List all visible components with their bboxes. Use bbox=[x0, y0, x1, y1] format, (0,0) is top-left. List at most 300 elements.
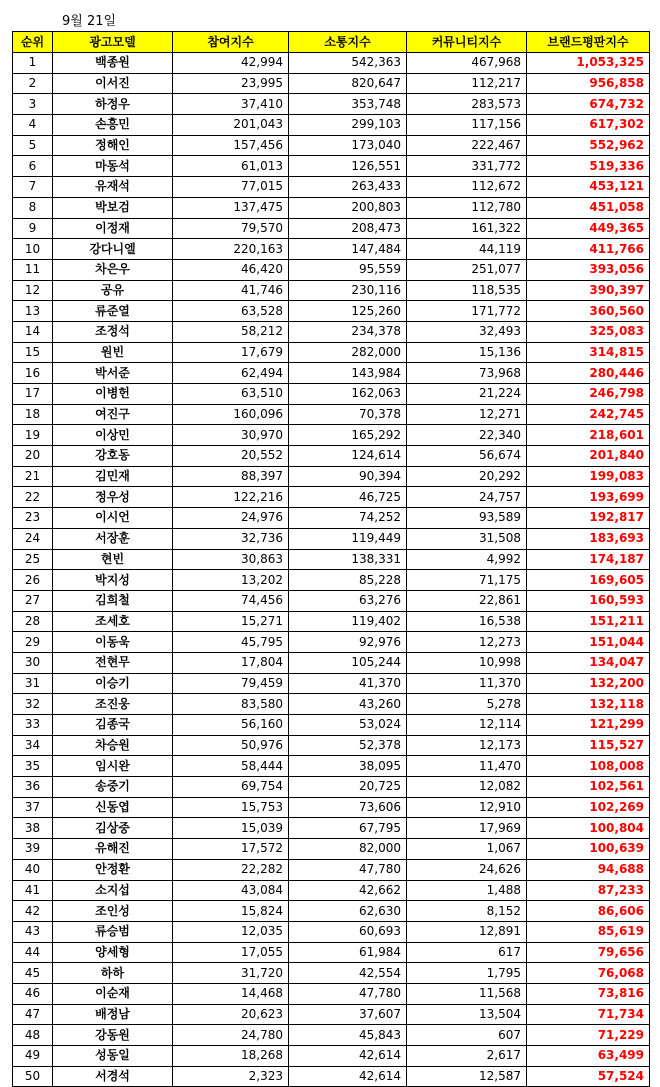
rank-cell: 48 bbox=[13, 1025, 53, 1046]
model-name-cell: 임시완 bbox=[53, 756, 173, 777]
participation-cell: 58,212 bbox=[173, 321, 289, 342]
rank-cell: 4 bbox=[13, 115, 53, 136]
model-name-cell: 이정재 bbox=[53, 218, 173, 239]
community-cell: 32,493 bbox=[407, 321, 527, 342]
table-row bbox=[13, 694, 650, 715]
table-row bbox=[13, 446, 650, 467]
rank-cell: 50 bbox=[13, 1066, 53, 1087]
community-cell: 24,626 bbox=[407, 859, 527, 880]
brand-index-cell: 108,008 bbox=[527, 756, 650, 777]
participation-cell: 17,679 bbox=[173, 342, 289, 363]
model-name-cell: 이시언 bbox=[53, 508, 173, 529]
model-name-cell: 김희철 bbox=[53, 590, 173, 611]
participation-cell: 15,824 bbox=[173, 901, 289, 922]
model-name-cell: 류승범 bbox=[53, 921, 173, 942]
model-name-cell: 여진구 bbox=[53, 404, 173, 425]
model-name-cell: 소지섭 bbox=[53, 880, 173, 901]
brand-index-cell: 76,068 bbox=[527, 963, 650, 984]
community-cell: 12,271 bbox=[407, 404, 527, 425]
participation-cell: 18,268 bbox=[173, 1046, 289, 1067]
community-cell: 20,292 bbox=[407, 466, 527, 487]
communication-cell: 52,378 bbox=[289, 735, 407, 756]
community-cell: 112,780 bbox=[407, 197, 527, 218]
participation-cell: 22,282 bbox=[173, 859, 289, 880]
rank-cell: 17 bbox=[13, 384, 53, 405]
rank-cell: 28 bbox=[13, 611, 53, 632]
communication-cell: 20,725 bbox=[289, 777, 407, 798]
participation-cell: 122,216 bbox=[173, 487, 289, 508]
model-name-cell: 현빈 bbox=[53, 549, 173, 570]
community-cell: 93,589 bbox=[407, 508, 527, 529]
rank-cell: 21 bbox=[13, 466, 53, 487]
brand-index-cell: 94,688 bbox=[527, 859, 650, 880]
community-cell: 11,568 bbox=[407, 983, 527, 1004]
community-cell: 12,587 bbox=[407, 1066, 527, 1087]
brand-index-cell: 85,619 bbox=[527, 921, 650, 942]
model-name-cell: 마동석 bbox=[53, 156, 173, 177]
rank-cell: 2 bbox=[13, 73, 53, 94]
community-cell: 31,508 bbox=[407, 528, 527, 549]
communication-cell: 70,378 bbox=[289, 404, 407, 425]
table-row bbox=[13, 590, 650, 611]
brand-index-cell: 552,962 bbox=[527, 135, 650, 156]
community-cell: 222,467 bbox=[407, 135, 527, 156]
header-row bbox=[13, 32, 650, 53]
table-row bbox=[13, 115, 650, 136]
header-model: 광고모델 bbox=[53, 32, 173, 53]
table-row bbox=[13, 177, 650, 198]
brand-index-cell: 102,561 bbox=[527, 777, 650, 798]
communication-cell: 38,095 bbox=[289, 756, 407, 777]
community-cell: 12,273 bbox=[407, 632, 527, 653]
communication-cell: 126,551 bbox=[289, 156, 407, 177]
model-name-cell: 차승원 bbox=[53, 735, 173, 756]
model-name-cell: 이상민 bbox=[53, 425, 173, 446]
participation-cell: 14,468 bbox=[173, 983, 289, 1004]
rank-cell: 14 bbox=[13, 321, 53, 342]
brand-index-cell: 218,601 bbox=[527, 425, 650, 446]
community-cell: 161,322 bbox=[407, 218, 527, 239]
brand-index-cell: 134,047 bbox=[527, 652, 650, 673]
brand-index-cell: 100,804 bbox=[527, 818, 650, 839]
brand-index-cell: 102,269 bbox=[527, 797, 650, 818]
model-name-cell: 이동욱 bbox=[53, 632, 173, 653]
table-row bbox=[13, 611, 650, 632]
communication-cell: 162,063 bbox=[289, 384, 407, 405]
community-cell: 467,968 bbox=[407, 53, 527, 74]
brand-index-cell: 360,560 bbox=[527, 301, 650, 322]
participation-cell: 50,976 bbox=[173, 735, 289, 756]
model-name-cell: 이순재 bbox=[53, 983, 173, 1004]
community-cell: 22,861 bbox=[407, 590, 527, 611]
brand-index-cell: 519,336 bbox=[527, 156, 650, 177]
table-row bbox=[13, 901, 650, 922]
communication-cell: 45,843 bbox=[289, 1025, 407, 1046]
rank-cell: 19 bbox=[13, 425, 53, 446]
brand-index-cell: 314,815 bbox=[527, 342, 650, 363]
table-body bbox=[13, 53, 650, 1087]
communication-cell: 46,725 bbox=[289, 487, 407, 508]
community-cell: 118,535 bbox=[407, 280, 527, 301]
community-cell: 1,067 bbox=[407, 839, 527, 860]
community-cell: 21,224 bbox=[407, 384, 527, 405]
communication-cell: 90,394 bbox=[289, 466, 407, 487]
brand-index-cell: 115,527 bbox=[527, 735, 650, 756]
communication-cell: 542,363 bbox=[289, 53, 407, 74]
community-cell: 331,772 bbox=[407, 156, 527, 177]
model-name-cell: 유해진 bbox=[53, 839, 173, 860]
community-cell: 10,998 bbox=[407, 652, 527, 673]
participation-cell: 30,863 bbox=[173, 549, 289, 570]
participation-cell: 42,994 bbox=[173, 53, 289, 74]
community-cell: 4,992 bbox=[407, 549, 527, 570]
model-name-cell: 서장훈 bbox=[53, 528, 173, 549]
community-cell: 617 bbox=[407, 942, 527, 963]
rank-cell: 45 bbox=[13, 963, 53, 984]
rank-cell: 42 bbox=[13, 901, 53, 922]
community-cell: 112,217 bbox=[407, 73, 527, 94]
communication-cell: 62,630 bbox=[289, 901, 407, 922]
community-cell: 22,340 bbox=[407, 425, 527, 446]
participation-cell: 17,572 bbox=[173, 839, 289, 860]
communication-cell: 95,559 bbox=[289, 259, 407, 280]
communication-cell: 208,473 bbox=[289, 218, 407, 239]
table-row bbox=[13, 549, 650, 570]
participation-cell: 23,995 bbox=[173, 73, 289, 94]
community-cell: 13,504 bbox=[407, 1004, 527, 1025]
communication-cell: 263,433 bbox=[289, 177, 407, 198]
communication-cell: 47,780 bbox=[289, 983, 407, 1004]
table-row bbox=[13, 797, 650, 818]
rank-cell: 49 bbox=[13, 1046, 53, 1067]
brand-index-cell: 73,816 bbox=[527, 983, 650, 1004]
rank-cell: 6 bbox=[13, 156, 53, 177]
table-row bbox=[13, 404, 650, 425]
participation-cell: 77,015 bbox=[173, 177, 289, 198]
community-cell: 1,795 bbox=[407, 963, 527, 984]
brand-index-cell: 87,233 bbox=[527, 880, 650, 901]
model-name-cell: 박지성 bbox=[53, 570, 173, 591]
communication-cell: 82,000 bbox=[289, 839, 407, 860]
communication-cell: 42,554 bbox=[289, 963, 407, 984]
brand-index-cell: 63,499 bbox=[527, 1046, 650, 1067]
rank-cell: 32 bbox=[13, 694, 53, 715]
participation-cell: 63,510 bbox=[173, 384, 289, 405]
communication-cell: 47,780 bbox=[289, 859, 407, 880]
table-row bbox=[13, 983, 650, 1004]
community-cell: 117,156 bbox=[407, 115, 527, 136]
participation-cell: 83,580 bbox=[173, 694, 289, 715]
rank-cell: 7 bbox=[13, 177, 53, 198]
participation-cell: 45,795 bbox=[173, 632, 289, 653]
model-name-cell: 정해인 bbox=[53, 135, 173, 156]
community-cell: 16,538 bbox=[407, 611, 527, 632]
participation-cell: 137,475 bbox=[173, 197, 289, 218]
brand-index-cell: 325,083 bbox=[527, 321, 650, 342]
table-row bbox=[13, 942, 650, 963]
brand-index-cell: 160,593 bbox=[527, 590, 650, 611]
community-cell: 56,674 bbox=[407, 446, 527, 467]
community-cell: 2,617 bbox=[407, 1046, 527, 1067]
participation-cell: 63,528 bbox=[173, 301, 289, 322]
table-row bbox=[13, 321, 650, 342]
community-cell: 251,077 bbox=[407, 259, 527, 280]
communication-cell: 200,803 bbox=[289, 197, 407, 218]
participation-cell: 24,780 bbox=[173, 1025, 289, 1046]
table-row bbox=[13, 777, 650, 798]
communication-cell: 125,260 bbox=[289, 301, 407, 322]
community-cell: 24,757 bbox=[407, 487, 527, 508]
communication-cell: 299,103 bbox=[289, 115, 407, 136]
community-cell: 11,370 bbox=[407, 673, 527, 694]
table-row bbox=[13, 384, 650, 405]
rank-cell: 37 bbox=[13, 797, 53, 818]
model-name-cell: 강다니엘 bbox=[53, 239, 173, 260]
community-cell: 12,891 bbox=[407, 921, 527, 942]
brand-index-cell: 617,302 bbox=[527, 115, 650, 136]
participation-cell: 61,013 bbox=[173, 156, 289, 177]
brand-index-cell: 193,699 bbox=[527, 487, 650, 508]
rank-cell: 39 bbox=[13, 839, 53, 860]
communication-cell: 41,370 bbox=[289, 673, 407, 694]
model-name-cell: 유재석 bbox=[53, 177, 173, 198]
participation-cell: 17,055 bbox=[173, 942, 289, 963]
communication-cell: 119,449 bbox=[289, 528, 407, 549]
model-name-cell: 안정환 bbox=[53, 859, 173, 880]
table-row bbox=[13, 652, 650, 673]
table-row bbox=[13, 735, 650, 756]
brand-index-cell: 192,817 bbox=[527, 508, 650, 529]
model-name-cell: 강동원 bbox=[53, 1025, 173, 1046]
brand-index-cell: 242,745 bbox=[527, 404, 650, 425]
model-name-cell: 성동일 bbox=[53, 1046, 173, 1067]
rank-cell: 13 bbox=[13, 301, 53, 322]
participation-cell: 20,552 bbox=[173, 446, 289, 467]
brand-index-cell: 674,732 bbox=[527, 94, 650, 115]
brand-index-cell: 151,044 bbox=[527, 632, 650, 653]
communication-cell: 42,614 bbox=[289, 1046, 407, 1067]
communication-cell: 147,484 bbox=[289, 239, 407, 260]
brand-index-cell: 1,053,325 bbox=[527, 53, 650, 74]
participation-cell: 220,163 bbox=[173, 239, 289, 260]
rank-cell: 18 bbox=[13, 404, 53, 425]
table-row bbox=[13, 839, 650, 860]
rank-cell: 43 bbox=[13, 921, 53, 942]
rank-cell: 35 bbox=[13, 756, 53, 777]
brand-index-cell: 71,229 bbox=[527, 1025, 650, 1046]
rank-cell: 36 bbox=[13, 777, 53, 798]
communication-cell: 61,984 bbox=[289, 942, 407, 963]
rank-cell: 29 bbox=[13, 632, 53, 653]
rank-cell: 1 bbox=[13, 53, 53, 74]
header-brand-index: 브랜드평판지수 bbox=[527, 32, 650, 53]
rank-cell: 44 bbox=[13, 942, 53, 963]
participation-cell: 43,084 bbox=[173, 880, 289, 901]
model-name-cell: 양세형 bbox=[53, 942, 173, 963]
table-row bbox=[13, 342, 650, 363]
communication-cell: 43,260 bbox=[289, 694, 407, 715]
participation-cell: 74,456 bbox=[173, 590, 289, 611]
rank-cell: 26 bbox=[13, 570, 53, 591]
model-name-cell: 김민재 bbox=[53, 466, 173, 487]
communication-cell: 124,614 bbox=[289, 446, 407, 467]
model-name-cell: 조인성 bbox=[53, 901, 173, 922]
rank-cell: 16 bbox=[13, 363, 53, 384]
brand-index-cell: 280,446 bbox=[527, 363, 650, 384]
communication-cell: 234,378 bbox=[289, 321, 407, 342]
model-name-cell: 정우성 bbox=[53, 487, 173, 508]
table-row bbox=[13, 1066, 650, 1087]
communication-cell: 230,116 bbox=[289, 280, 407, 301]
communication-cell: 92,976 bbox=[289, 632, 407, 653]
participation-cell: 79,459 bbox=[173, 673, 289, 694]
communication-cell: 63,276 bbox=[289, 590, 407, 611]
community-cell: 8,152 bbox=[407, 901, 527, 922]
communication-cell: 138,331 bbox=[289, 549, 407, 570]
community-cell: 44,119 bbox=[407, 239, 527, 260]
table-row bbox=[13, 818, 650, 839]
model-name-cell: 백종원 bbox=[53, 53, 173, 74]
participation-cell: 15,039 bbox=[173, 818, 289, 839]
participation-cell: 69,754 bbox=[173, 777, 289, 798]
table-row bbox=[13, 94, 650, 115]
table-row bbox=[13, 301, 650, 322]
participation-cell: 15,753 bbox=[173, 797, 289, 818]
rank-cell: 47 bbox=[13, 1004, 53, 1025]
communication-cell: 53,024 bbox=[289, 715, 407, 736]
date-label: 9월 21일 bbox=[62, 14, 117, 29]
community-cell: 17,969 bbox=[407, 818, 527, 839]
participation-cell: 20,623 bbox=[173, 1004, 289, 1025]
participation-cell: 41,746 bbox=[173, 280, 289, 301]
participation-cell: 79,570 bbox=[173, 218, 289, 239]
communication-cell: 282,000 bbox=[289, 342, 407, 363]
brand-index-cell: 201,840 bbox=[527, 446, 650, 467]
communication-cell: 820,647 bbox=[289, 73, 407, 94]
community-cell: 12,910 bbox=[407, 797, 527, 818]
rank-cell: 10 bbox=[13, 239, 53, 260]
table-row bbox=[13, 715, 650, 736]
table-row bbox=[13, 963, 650, 984]
community-cell: 1,488 bbox=[407, 880, 527, 901]
model-name-cell: 강호동 bbox=[53, 446, 173, 467]
communication-cell: 73,606 bbox=[289, 797, 407, 818]
brand-index-cell: 132,200 bbox=[527, 673, 650, 694]
brand-index-cell: 246,798 bbox=[527, 384, 650, 405]
brand-index-cell: 57,524 bbox=[527, 1066, 650, 1087]
header-participation: 참여지수 bbox=[173, 32, 289, 53]
participation-cell: 31,720 bbox=[173, 963, 289, 984]
brand-index-cell: 151,211 bbox=[527, 611, 650, 632]
model-name-cell: 박서준 bbox=[53, 363, 173, 384]
table-row bbox=[13, 280, 650, 301]
table-row bbox=[13, 673, 650, 694]
model-name-cell: 이병헌 bbox=[53, 384, 173, 405]
model-name-cell: 하정우 bbox=[53, 94, 173, 115]
brand-index-cell: 174,187 bbox=[527, 549, 650, 570]
brand-index-cell: 449,365 bbox=[527, 218, 650, 239]
rank-cell: 27 bbox=[13, 590, 53, 611]
rank-cell: 46 bbox=[13, 983, 53, 1004]
table-row bbox=[13, 921, 650, 942]
brand-index-cell: 121,299 bbox=[527, 715, 650, 736]
rank-cell: 20 bbox=[13, 446, 53, 467]
community-cell: 71,175 bbox=[407, 570, 527, 591]
model-name-cell: 이서진 bbox=[53, 73, 173, 94]
rank-cell: 30 bbox=[13, 652, 53, 673]
participation-cell: 157,456 bbox=[173, 135, 289, 156]
rank-cell: 31 bbox=[13, 673, 53, 694]
participation-cell: 12,035 bbox=[173, 921, 289, 942]
communication-cell: 74,252 bbox=[289, 508, 407, 529]
rank-cell: 23 bbox=[13, 508, 53, 529]
rank-cell: 41 bbox=[13, 880, 53, 901]
rank-cell: 9 bbox=[13, 218, 53, 239]
header-community: 커뮤니티지수 bbox=[407, 32, 527, 53]
table-row bbox=[13, 859, 650, 880]
brand-reputation-table bbox=[12, 31, 650, 1087]
model-name-cell: 전현무 bbox=[53, 652, 173, 673]
participation-cell: 160,096 bbox=[173, 404, 289, 425]
rank-cell: 11 bbox=[13, 259, 53, 280]
communication-cell: 119,402 bbox=[289, 611, 407, 632]
model-name-cell: 신동엽 bbox=[53, 797, 173, 818]
table-row bbox=[13, 466, 650, 487]
model-name-cell: 조세호 bbox=[53, 611, 173, 632]
table-row bbox=[13, 508, 650, 529]
model-name-cell: 차은우 bbox=[53, 259, 173, 280]
brand-index-cell: 390,397 bbox=[527, 280, 650, 301]
community-cell: 11,470 bbox=[407, 756, 527, 777]
brand-index-cell: 86,606 bbox=[527, 901, 650, 922]
rank-cell: 34 bbox=[13, 735, 53, 756]
brand-index-cell: 132,118 bbox=[527, 694, 650, 715]
communication-cell: 42,662 bbox=[289, 880, 407, 901]
rank-cell: 33 bbox=[13, 715, 53, 736]
community-cell: 73,968 bbox=[407, 363, 527, 384]
table-row bbox=[13, 53, 650, 74]
community-cell: 607 bbox=[407, 1025, 527, 1046]
communication-cell: 105,244 bbox=[289, 652, 407, 673]
table-row bbox=[13, 570, 650, 591]
communication-cell: 60,693 bbox=[289, 921, 407, 942]
table-row bbox=[13, 756, 650, 777]
communication-cell: 143,984 bbox=[289, 363, 407, 384]
table-row bbox=[13, 632, 650, 653]
header-rank: 순위 bbox=[13, 32, 53, 53]
participation-cell: 17,804 bbox=[173, 652, 289, 673]
model-name-cell: 원빈 bbox=[53, 342, 173, 363]
table-row bbox=[13, 528, 650, 549]
community-cell: 15,136 bbox=[407, 342, 527, 363]
participation-cell: 13,202 bbox=[173, 570, 289, 591]
table-row bbox=[13, 1025, 650, 1046]
brand-index-cell: 71,734 bbox=[527, 1004, 650, 1025]
table-row bbox=[13, 73, 650, 94]
model-name-cell: 김종국 bbox=[53, 715, 173, 736]
participation-cell: 30,970 bbox=[173, 425, 289, 446]
model-name-cell: 이승기 bbox=[53, 673, 173, 694]
brand-index-cell: 183,693 bbox=[527, 528, 650, 549]
brand-index-cell: 956,858 bbox=[527, 73, 650, 94]
model-name-cell: 박보검 bbox=[53, 197, 173, 218]
rank-cell: 25 bbox=[13, 549, 53, 570]
community-cell: 112,672 bbox=[407, 177, 527, 198]
model-name-cell: 류준열 bbox=[53, 301, 173, 322]
table-row bbox=[13, 487, 650, 508]
communication-cell: 42,614 bbox=[289, 1066, 407, 1087]
table-row bbox=[13, 363, 650, 384]
